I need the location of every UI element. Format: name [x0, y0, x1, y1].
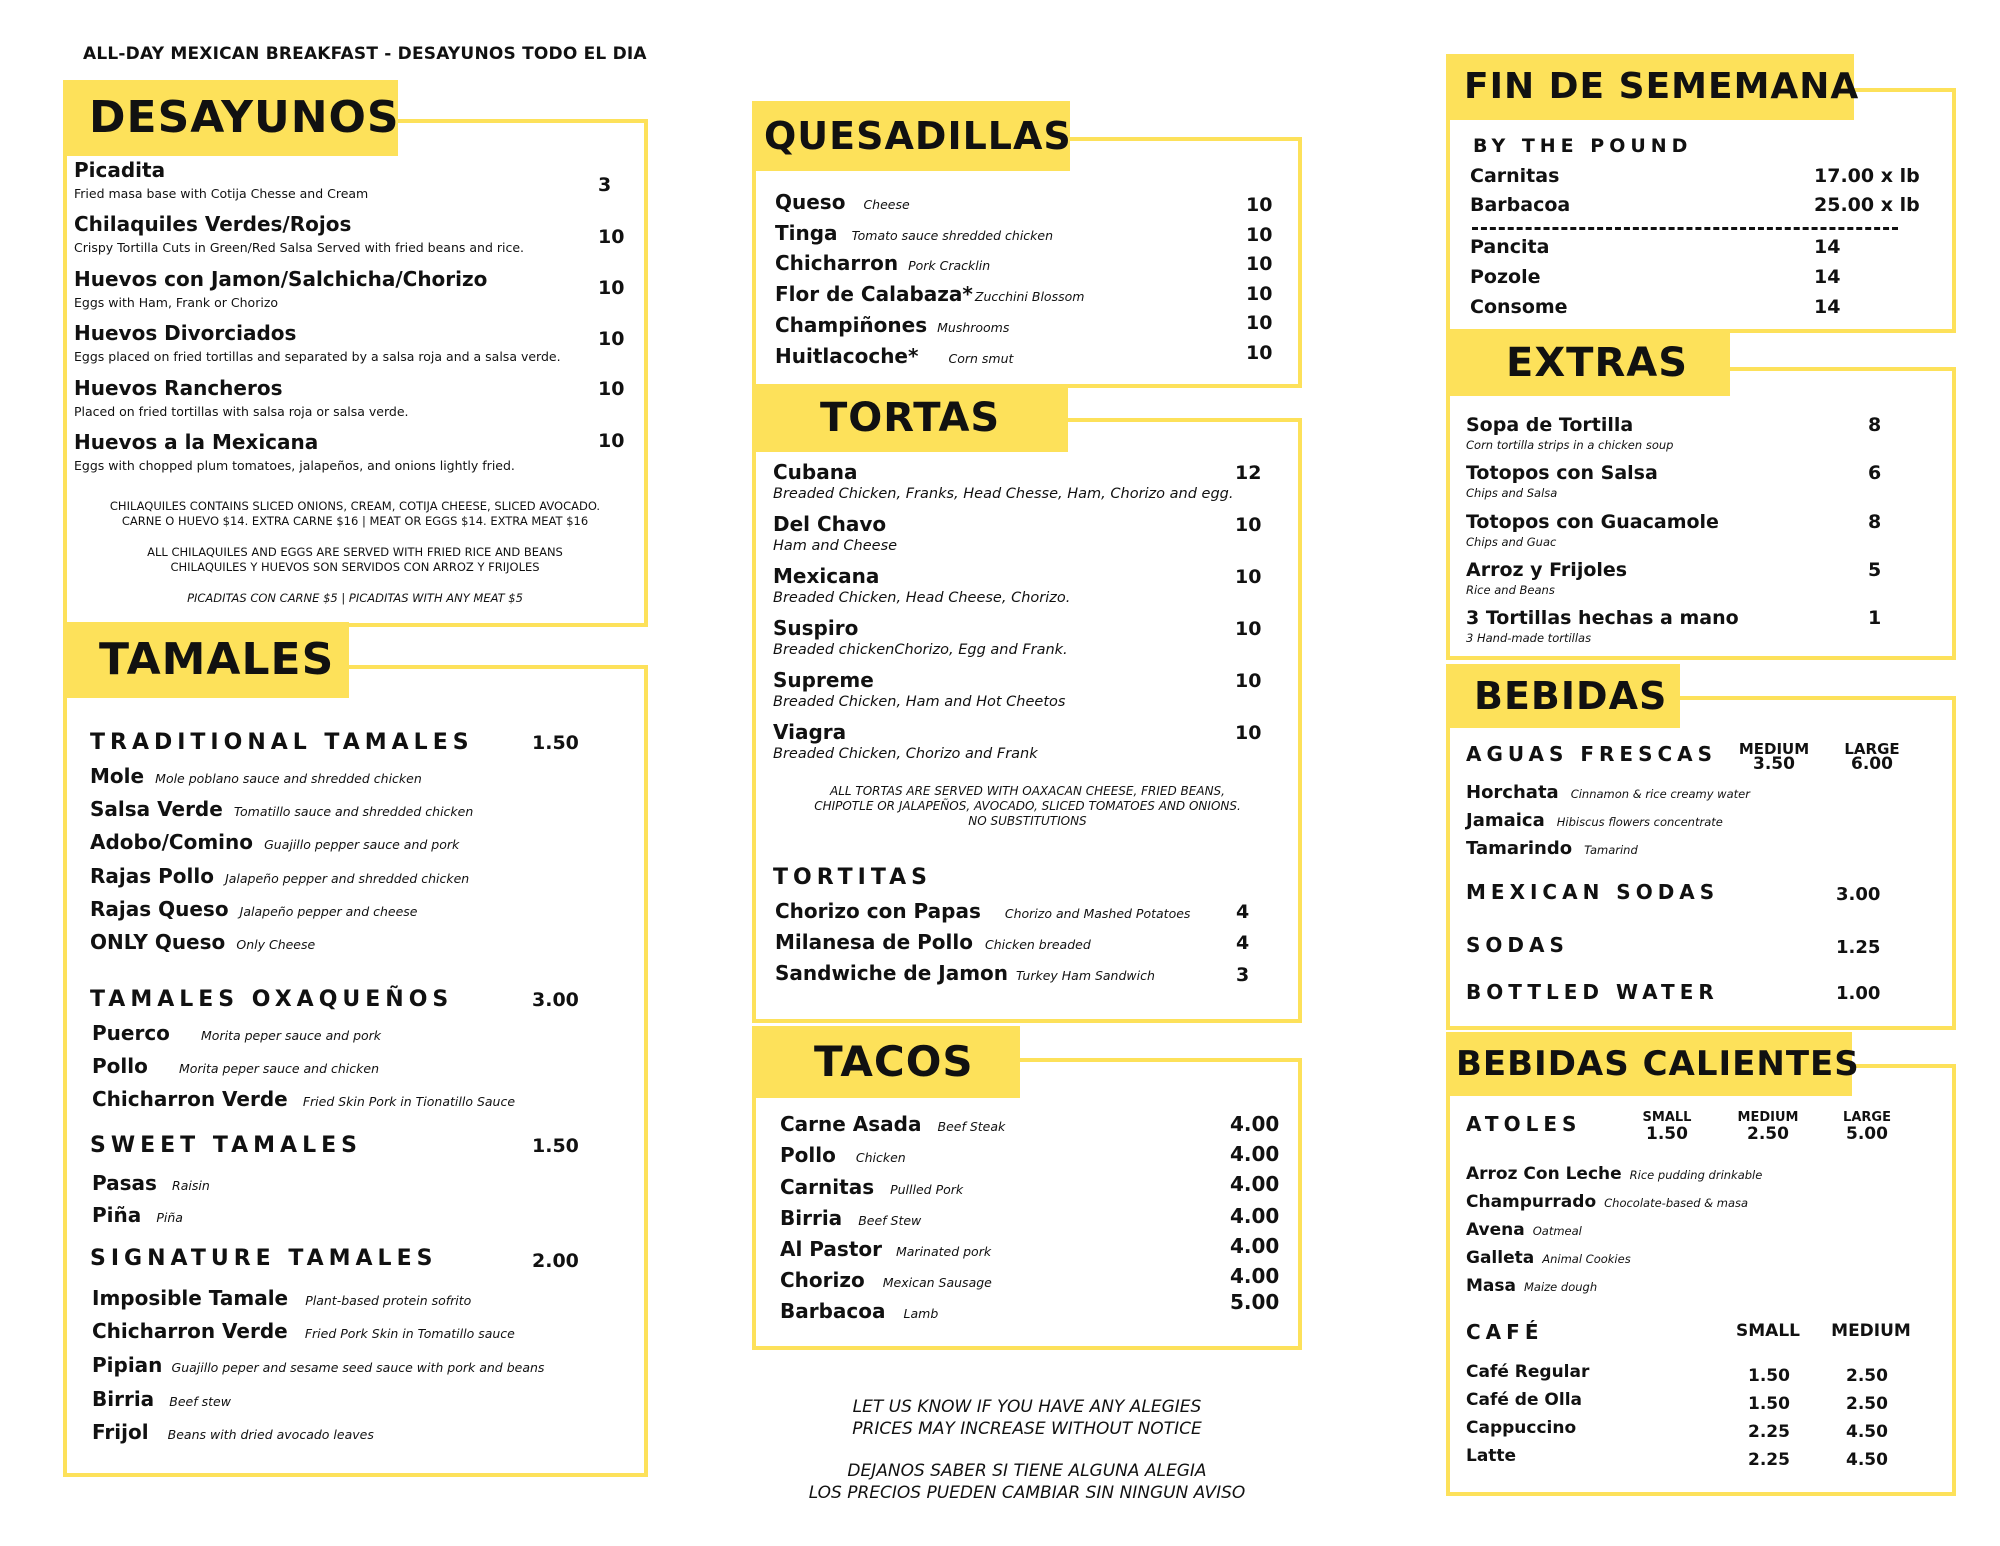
list-item: Galleta Animal Cookies [1466, 1248, 1631, 1268]
tamales-group-heading: SIGNATURE TAMALES [90, 1246, 438, 1271]
list-item: Chorizo Mexican Sausage [780, 1268, 992, 1292]
item-price: 25.00 x lb [1814, 194, 1920, 216]
list-item: Café de Olla [1466, 1390, 1582, 1410]
list-item: Piña Piña [92, 1203, 183, 1227]
list-item: Chicharron Pork Cracklin [775, 251, 991, 275]
item-price: 17.00 x lb [1814, 165, 1920, 187]
list-item: Tinga Tomato sauce shredded chicken [775, 221, 1054, 245]
item-price-medium: 2.50 [1846, 1366, 1888, 1386]
menu-item: Sopa de Tortilla Corn tortilla strips in a chicken soup [1466, 414, 1674, 452]
item-price-medium: 4.50 [1846, 1450, 1888, 1470]
divider [1472, 227, 1898, 230]
tamales-title: TAMALES [63, 622, 349, 698]
item-price: 10 [598, 226, 625, 248]
list-item: Jamaica Hibiscus flowers concentrate [1466, 810, 1723, 831]
bebidas-calientes-title: BEBIDAS CALIENTES [1446, 1032, 1852, 1096]
extras-title: EXTRAS [1446, 330, 1730, 396]
item-price: 3.00 [1836, 884, 1881, 905]
atoles-heading: ATOLES [1466, 1112, 1582, 1136]
item-price: 10 [598, 277, 625, 299]
item-desc: Placed on fried tortillas with salsa roja or salsa verde. [74, 404, 409, 419]
item-price: 1.00 [1836, 983, 1881, 1004]
list-item: Chorizo con Papas Chorizo and Mashed Potatoes [775, 899, 1191, 923]
item-desc: Eggs placed on fried tortillas and separated by a salsa roja and a salsa verde. [74, 349, 561, 364]
item-price: 10 [598, 328, 625, 350]
menu-item: Cubana Breaded Chicken, Franks, Head Chesse, Ham, Chorizo and egg. 12 [773, 460, 1262, 502]
item-price-small: 1.50 [1748, 1366, 1790, 1386]
allergy-note: LET US KNOW IF YOU HAVE ANY ALEGIES PRICES MAY INCREASE WITHOUT NOTICE [852, 1397, 1202, 1439]
desayunos-title: DESAYUNOS [63, 80, 398, 156]
list-item: Carnitas [1470, 165, 1560, 187]
list-item: Mole Mole poblano sauce and shredded chicken [90, 764, 422, 788]
item-price: 1.25 [1836, 937, 1881, 958]
menu-item [74, 212, 634, 255]
item-price: 4 [1236, 932, 1250, 954]
fin-de-semana-title: FIN DE SEMEMANA [1446, 54, 1854, 120]
list-item: Puerco Morita peper sauce and pork [92, 1021, 382, 1045]
item-name: Chilaquiles Verdes/Rojos [74, 212, 352, 236]
list-item: Pancita [1470, 236, 1550, 258]
item-price: 8 [1868, 511, 1882, 533]
cafe-size-small: SMALL [1736, 1321, 1800, 1341]
list-item: Frijol Beans with dried avocado leaves [92, 1420, 374, 1444]
list-item: Consome [1470, 296, 1568, 318]
item-price: 10 [1246, 312, 1273, 334]
item-price: 4.00 [1230, 1264, 1280, 1288]
list-item: Carnitas Pullled Pork [780, 1175, 964, 1199]
item-price: 14 [1814, 236, 1841, 258]
item-name: Picadita [74, 158, 166, 182]
item-name: Huevos con Jamon/Salchicha/Chorizo [74, 267, 488, 291]
cafe-size-medium: MEDIUM [1831, 1321, 1911, 1341]
menu-item [74, 430, 634, 473]
item-price: 3 [1236, 964, 1250, 986]
menu-item: 3 Tortillas hechas a mano 3 Hand-made tortillas [1466, 607, 1739, 645]
menu-item: Suspiro Breaded chickenChorizo, Egg and Frank. 10 [773, 616, 1262, 658]
list-item: Barbacoa [1470, 194, 1571, 216]
desayunos-note: CHILAQUILES CONTAINS SLICED ONIONS, CREAM, COTIJA CHEESE, SLICED AVOCADO. CARNE O HUEVO $14. EXTRA CARNE $16 | MEAT OR EGGS $14. EXTRA MEAT $16 [109, 499, 601, 528]
menu-item: Del Chavo Ham and Cheese 10 [773, 512, 1262, 554]
list-item: Flor de Calabaza* Zucchini Blossom [775, 282, 1085, 306]
item-desc: Crispy Tortilla Cuts in Green/Red Salsa Served with fried beans and rice. [74, 240, 525, 255]
list-item: Imposible Tamale Plant-based protein sofrito [92, 1286, 472, 1310]
list-item: Cappuccino [1466, 1418, 1577, 1438]
menu-item [74, 267, 634, 310]
tamales-group-price: 2.00 [532, 1250, 579, 1272]
item-price: 3 [598, 174, 612, 196]
list-item: Pozole [1470, 266, 1541, 288]
list-item: Pollo Morita peper sauce and chicken [92, 1054, 380, 1078]
item-name: Huevos a la Mexicana [74, 430, 319, 454]
item-price: 10 [1246, 342, 1273, 364]
menu-item: Viagra Breaded Chicken, Chorizo and Frank 10 [773, 720, 1262, 762]
list-item: ONLY Queso Only Cheese [90, 930, 316, 954]
list-item: Tamarindo Tamarind [1466, 838, 1638, 859]
tortas-note: ALL TORTAS ARE SERVED WITH OAXACAN CHEESE, FRIED BEANS, CHIPOTLE OR JALAPEÑOS, AVOCADO, SLICED TOMATOES AND ONIONS. NO SUBSTITUTIONS [814, 784, 1241, 828]
item-price: 10 [1246, 194, 1273, 216]
drink-heading: SODAS [1466, 933, 1569, 957]
tamales-group-heading: SWEET TAMALES [90, 1133, 362, 1158]
item-price: 10 [1246, 283, 1273, 305]
list-item: Birria Beef Stew [780, 1206, 922, 1230]
menu-item [74, 321, 634, 364]
list-item: Al Pastor Marinated pork [780, 1237, 992, 1261]
size-header-small: SMALL 1.50 [1642, 1110, 1692, 1144]
item-price-small: 2.25 [1748, 1450, 1790, 1470]
list-item: Barbacoa Lamb [780, 1299, 939, 1323]
item-price: 4.00 [1230, 1112, 1280, 1136]
list-item: Arroz Con Leche Rice pudding drinkable [1466, 1164, 1763, 1184]
list-item: Rajas Pollo Jalapeño pepper and shredded chicken [90, 864, 470, 888]
list-item: Carne Asada Beef Steak [780, 1112, 1006, 1136]
menu-item: Totopos con Guacamole Chips and Guac [1466, 511, 1719, 549]
desayunos-note: PICADITAS CON CARNE $5 | PICADITAS WITH ANY MEAT $5 [187, 591, 523, 605]
item-desc: Eggs with Ham, Frank or Chorizo [74, 295, 279, 310]
item-price: 10 [1246, 224, 1273, 246]
list-item: Milanesa de Pollo Chicken breaded [775, 930, 1091, 954]
drink-heading: MEXICAN SODAS [1466, 880, 1720, 904]
item-desc: Eggs with chopped plum tomatoes, jalapeños, and onions lightly fried. [74, 458, 515, 473]
item-desc: Fried masa base with Cotija Chesse and Cream [74, 186, 369, 201]
quesadillas-title: QUESADILLAS [752, 101, 1070, 171]
aguas-frescas-heading: AGUAS FRESCAS [1466, 742, 1718, 766]
size-header-medium: MEDIUM 3.50 [1738, 740, 1810, 774]
item-name: Huevos Rancheros [74, 376, 283, 400]
list-item: Horchata Cinnamon & rice creamy water [1466, 782, 1750, 803]
list-item: Chicharron Verde Fried Skin Pork in Tionatillo Sauce [92, 1087, 516, 1111]
list-item: Sandwiche de Jamon Turkey Ham Sandwich [775, 961, 1155, 985]
item-price: 4 [1236, 901, 1250, 923]
tortas-title: TORTAS [752, 384, 1068, 452]
menu-item [74, 158, 634, 201]
item-price-small: 1.50 [1748, 1394, 1790, 1414]
item-price: 6 [1868, 462, 1882, 484]
item-price: 10 [1246, 253, 1273, 275]
item-price: 8 [1868, 414, 1882, 436]
tamales-group-heading: TAMALES OXAQUEÑOS [90, 987, 454, 1012]
tamales-group-price: 1.50 [532, 732, 579, 754]
menu-item: Mexicana Breaded Chicken, Head Cheese, Chorizo. 10 [773, 564, 1262, 606]
item-price: 14 [1814, 266, 1841, 288]
menu-item: Arroz y Frijoles Rice and Beans [1466, 559, 1628, 597]
by-the-pound-heading: BY THE POUND [1473, 135, 1693, 157]
list-item: Chicharron Verde Fried Pork Skin in Tomatillo sauce [92, 1319, 515, 1343]
item-price: 14 [1814, 296, 1841, 318]
item-price-small: 2.25 [1748, 1422, 1790, 1442]
item-price: 10 [598, 430, 625, 452]
drink-heading: BOTTLED WATER [1466, 980, 1719, 1004]
tacos-title: TACOS [752, 1026, 1020, 1098]
item-price: 5.00 [1230, 1290, 1280, 1314]
item-price: 4.00 [1230, 1142, 1280, 1166]
size-header-large: LARGE 6.00 [1844, 740, 1900, 774]
list-item: Queso Cheese [775, 190, 910, 214]
list-item: Adobo/Comino Guajillo pepper sauce and pork [90, 830, 460, 854]
bebidas-title: BEBIDAS [1446, 664, 1680, 728]
cafe-heading: CAFÉ [1466, 1320, 1544, 1344]
list-item: Latte [1466, 1446, 1517, 1466]
list-item: Champurrado Chocolate-based & masa [1466, 1192, 1749, 1212]
list-item: Champiñones Mushrooms [775, 313, 1010, 337]
list-item: Masa Maize dough [1466, 1276, 1598, 1296]
tamales-group-price: 1.50 [532, 1135, 579, 1157]
menu-item: Totopos con Salsa Chips and Salsa [1466, 462, 1658, 500]
item-price: 5 [1868, 559, 1882, 581]
top-note: ALL-DAY MEXICAN BREAKFAST - DESAYUNOS TODO EL DIA [83, 44, 647, 64]
tortitas-heading: TORTITAS [773, 865, 933, 890]
menu-item [74, 376, 634, 419]
list-item: Rajas Queso Jalapeño pepper and cheese [90, 897, 418, 921]
size-header-medium: MEDIUM 2.50 [1737, 1110, 1799, 1144]
desayunos-note: ALL CHILAQUILES AND EGGS ARE SERVED WITH FRIED RICE AND BEANS CHILAQUILES Y HUEVOS SON SERVIDOS CON ARROZ Y FRIJOLES [147, 545, 563, 574]
item-name: Huevos Divorciados [74, 321, 297, 345]
list-item: Pollo Chicken [780, 1143, 906, 1167]
list-item: Avena Oatmeal [1466, 1220, 1582, 1240]
item-price: 10 [598, 378, 625, 400]
item-price: 4.00 [1230, 1204, 1280, 1228]
item-price: 4.00 [1230, 1234, 1280, 1258]
item-price-medium: 2.50 [1846, 1394, 1888, 1414]
list-item: Pasas Raisin [92, 1171, 210, 1195]
menu-item: Supreme Breaded Chicken, Ham and Hot Cheetos 10 [773, 668, 1262, 710]
tamales-group-heading: TRADITIONAL TAMALES [90, 730, 474, 755]
size-header-large: LARGE 5.00 [1843, 1110, 1891, 1144]
list-item: Pipian Guajillo peper and sesame seed sauce with pork and beans [92, 1353, 545, 1377]
tamales-group-price: 3.00 [532, 989, 579, 1011]
item-price: 1 [1868, 607, 1882, 629]
list-item: Huitlacoche* Corn smut [775, 344, 1014, 368]
allergy-note-es: DEJANOS SABER SI TIENE ALGUNA ALEGIA LOS PRECIOS PUEDEN CAMBIAR SIN NINGUN AVISO [808, 1461, 1246, 1503]
item-price-medium: 4.50 [1846, 1422, 1888, 1442]
list-item: Birria Beef stew [92, 1387, 231, 1411]
item-price: 4.00 [1230, 1172, 1280, 1196]
list-item: Salsa Verde Tomatillo sauce and shredded chicken [90, 797, 474, 821]
list-item: Café Regular [1466, 1362, 1590, 1382]
